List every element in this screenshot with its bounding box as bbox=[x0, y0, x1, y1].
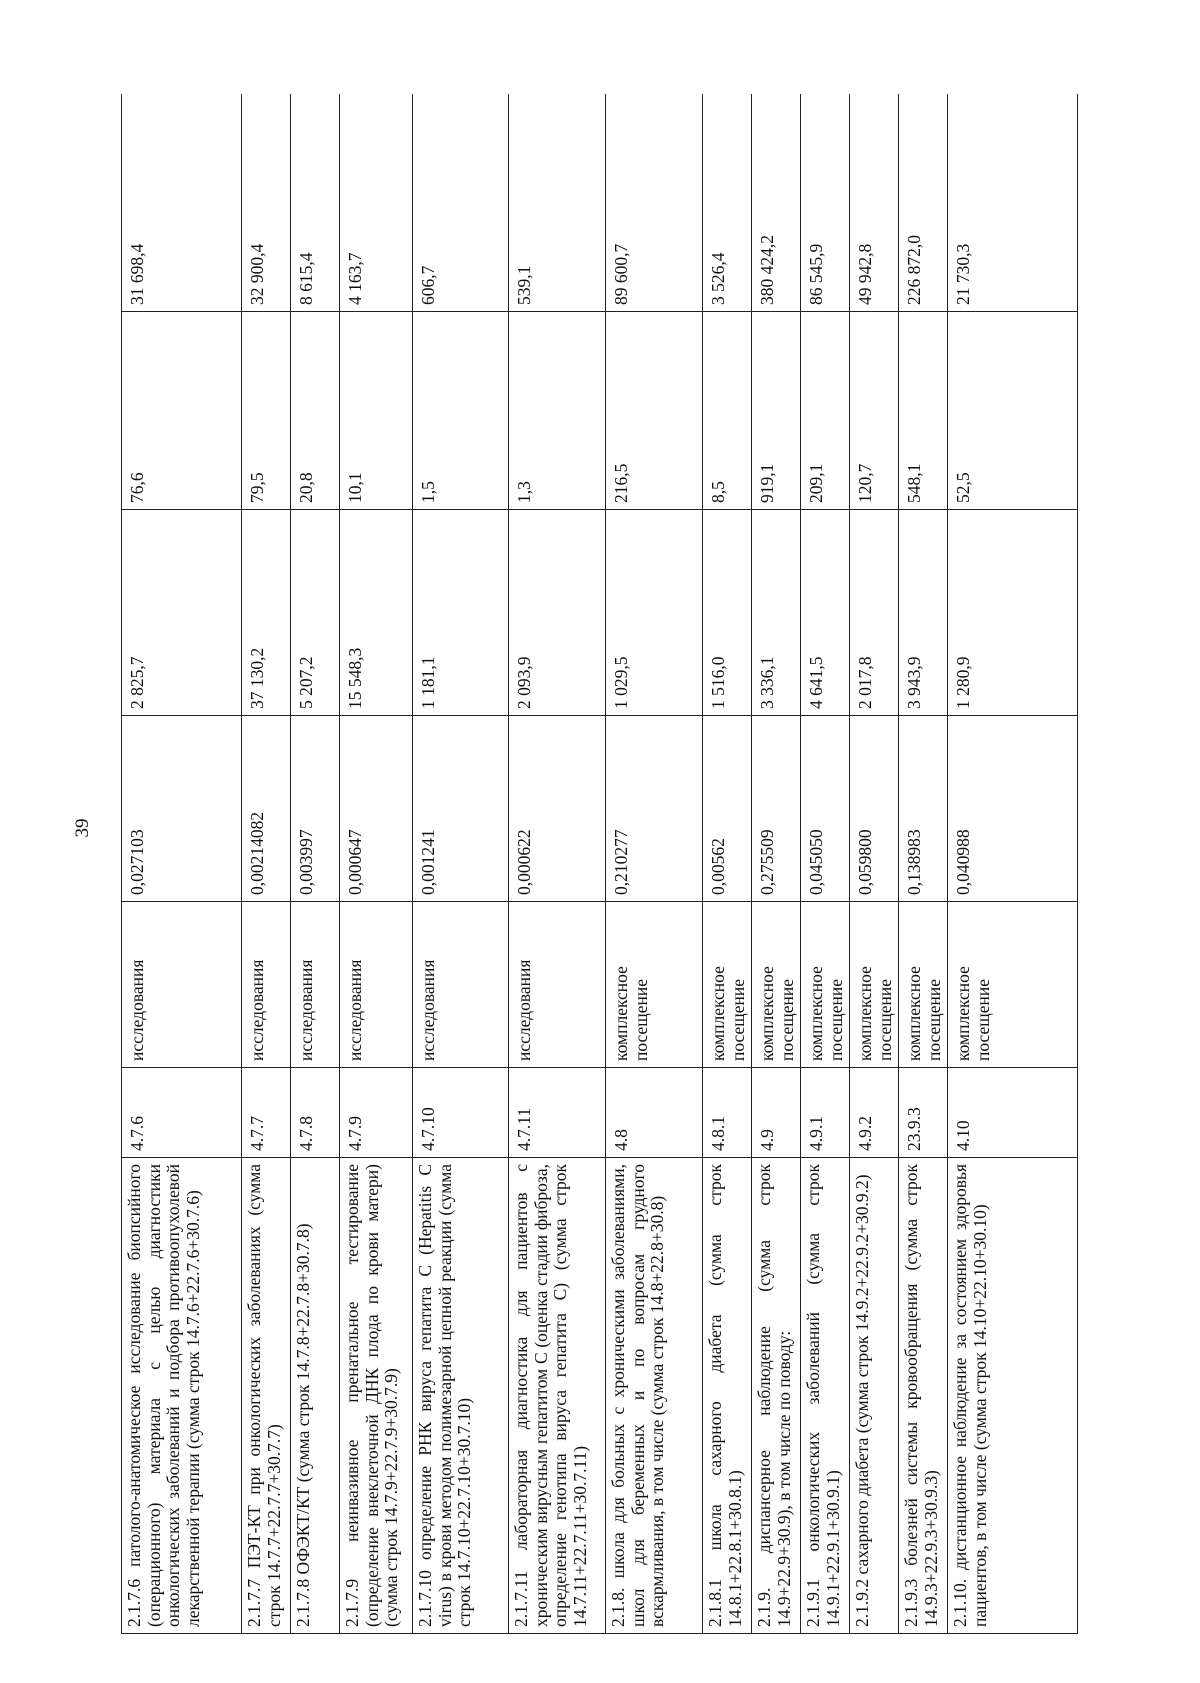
table-row bbox=[850, 94, 899, 1634]
row-code: 4.7.8 bbox=[291, 1068, 340, 1158]
row-total: 539,1 bbox=[509, 94, 606, 312]
row-total: 32 900,4 bbox=[242, 94, 291, 312]
row-unit: исследования bbox=[509, 902, 606, 1068]
row-name: 2.1.9.3 болезней системы кровообращения (сумма строк 14.9.3+22.9.3+30.9.3) bbox=[899, 1158, 948, 1634]
row-cost: 37 130,2 bbox=[242, 510, 291, 716]
row-cost: 1 181,1 bbox=[413, 510, 509, 716]
row-per-capita: 919,1 bbox=[752, 312, 801, 510]
row-name: 2.1.9. диспансерное наблюдение (сумма строк 14.9+22.9+30.9), в том числе по поводу: bbox=[752, 1158, 801, 1634]
row-per-capita: 120,7 bbox=[850, 312, 899, 510]
table-row bbox=[242, 94, 291, 1634]
row-per-capita: 76,6 bbox=[122, 312, 242, 510]
row-norm: 0,210277 bbox=[606, 716, 703, 902]
row-cost: 3 336,1 bbox=[752, 510, 801, 716]
row-total: 380 424,2 bbox=[752, 94, 801, 312]
table-row bbox=[413, 94, 509, 1634]
row-code: 4.9.2 bbox=[850, 1068, 899, 1158]
row-per-capita: 216,5 bbox=[606, 312, 703, 510]
row-cost: 2 093,9 bbox=[509, 510, 606, 716]
row-name: 2.1.9.2 сахарного диабета (сумма строк 14.9.2+22.9.2+30.9.2) bbox=[850, 1158, 899, 1634]
row-code: 4.8.1 bbox=[703, 1068, 752, 1158]
row-unit: комплексное посещение bbox=[703, 902, 752, 1068]
row-name: 2.1.8.1 школа сахарного диабета (сумма строк 14.8.1+22.8.1+30.8.1) bbox=[703, 1158, 752, 1634]
row-norm: 0,00562 bbox=[703, 716, 752, 902]
rotated-table-wrapper bbox=[121, 94, 1078, 1634]
row-cost: 15 548,3 bbox=[340, 510, 413, 716]
row-code: 4.10 bbox=[948, 1068, 1078, 1158]
row-code: 23.9.3 bbox=[899, 1068, 948, 1158]
row-norm: 0,003997 bbox=[291, 716, 340, 902]
data-table bbox=[121, 94, 1078, 1634]
row-total: 226 872,0 bbox=[899, 94, 948, 312]
row-cost: 2 017,8 bbox=[850, 510, 899, 716]
row-norm: 0,027103 bbox=[122, 716, 242, 902]
table-row bbox=[291, 94, 340, 1634]
row-code: 4.7.6 bbox=[122, 1068, 242, 1158]
row-total: 3 526,4 bbox=[703, 94, 752, 312]
table-row bbox=[606, 94, 703, 1634]
row-name: 2.1.7.10 определение РНК вируса гепатита С (Hepatitis C virus) в крови методом полимезарной цепной реакции (сумма строк 14.7.10+22.7.10+30.7.10) bbox=[413, 1158, 509, 1634]
row-total: 8 615,4 bbox=[291, 94, 340, 312]
row-unit: комплексное посещение bbox=[850, 902, 899, 1068]
table-row bbox=[752, 94, 801, 1634]
row-cost: 1 029,5 bbox=[606, 510, 703, 716]
row-unit: комплексное посещение bbox=[752, 902, 801, 1068]
row-per-capita: 20,8 bbox=[291, 312, 340, 510]
row-unit: исследования bbox=[242, 902, 291, 1068]
row-unit: исследования bbox=[413, 902, 509, 1068]
table-row bbox=[899, 94, 948, 1634]
row-norm: 0,001241 bbox=[413, 716, 509, 902]
row-name: 2.1.10. дистанционное наблюдение за состоянием здоровья пациентов, в том числе (сумма строк 14.10+22.10+30.10) bbox=[948, 1158, 1078, 1634]
row-norm: 0,000622 bbox=[509, 716, 606, 902]
row-per-capita: 1,3 bbox=[509, 312, 606, 510]
row-per-capita: 52,5 bbox=[948, 312, 1078, 510]
table-row bbox=[340, 94, 413, 1634]
row-norm: 0,275509 bbox=[752, 716, 801, 902]
table-row bbox=[509, 94, 606, 1634]
row-total: 4 163,7 bbox=[340, 94, 413, 312]
row-cost: 5 207,2 bbox=[291, 510, 340, 716]
row-code: 4.9 bbox=[752, 1068, 801, 1158]
row-unit: комплексное посещение bbox=[899, 902, 948, 1068]
row-norm: 0,045050 bbox=[801, 716, 850, 902]
row-code: 4.7.10 bbox=[413, 1068, 509, 1158]
row-total: 86 545,9 bbox=[801, 94, 850, 312]
row-unit: исследования bbox=[340, 902, 413, 1068]
row-unit: исследования bbox=[291, 902, 340, 1068]
row-name: 2.1.8. школа для больных с хроническими заболеваниями, школ для беременных и по вопросам грудного вскармливания, в том числе (сумма строк 14.8+22.8+30.8) bbox=[606, 1158, 703, 1634]
table-row bbox=[122, 94, 242, 1634]
row-code: 4.7.11 bbox=[509, 1068, 606, 1158]
row-cost: 2 825,7 bbox=[122, 510, 242, 716]
row-per-capita: 1,5 bbox=[413, 312, 509, 510]
row-name: 2.1.7.9 неинвазивное пренатальное тестирование (определение внеклеточной ДНК плода по крови матери) (сумма строк 14.7.9+22.7.9+30.7.9) bbox=[340, 1158, 413, 1634]
row-per-capita: 548,1 bbox=[899, 312, 948, 510]
row-total: 606,7 bbox=[413, 94, 509, 312]
row-unit: комплексное посещение bbox=[801, 902, 850, 1068]
row-code: 4.9.1 bbox=[801, 1068, 850, 1158]
table-container bbox=[121, 94, 1078, 1634]
row-per-capita: 8,5 bbox=[703, 312, 752, 510]
row-name: 2.1.7.7 ПЭТ-КТ при онкологических заболеваниях (сумма строк 14.7.7+22.7.7+30.7.7) bbox=[242, 1158, 291, 1634]
row-total: 49 942,8 bbox=[850, 94, 899, 312]
row-per-capita: 209,1 bbox=[801, 312, 850, 510]
table-row bbox=[801, 94, 850, 1634]
row-unit: исследования bbox=[122, 902, 242, 1068]
row-norm: 0,0021408​2 bbox=[242, 716, 291, 902]
row-name: 2.1.9.1 онкологических заболеваний (сумма строк 14.9.1+22.9.1+30.9.1) bbox=[801, 1158, 850, 1634]
row-cost: 1 280,9 bbox=[948, 510, 1078, 716]
row-code: 4.8 bbox=[606, 1068, 703, 1158]
row-code: 4.7.9 bbox=[340, 1068, 413, 1158]
row-per-capita: 79,5 bbox=[242, 312, 291, 510]
page-number: 39 bbox=[72, 818, 93, 838]
table-row bbox=[703, 94, 752, 1634]
row-per-capita: 10,1 bbox=[340, 312, 413, 510]
row-cost: 3 943,9 bbox=[899, 510, 948, 716]
row-norm: 0,138983 bbox=[899, 716, 948, 902]
row-norm: 0,040988 bbox=[948, 716, 1078, 902]
row-name: 2.1.7.11 лабораторная диагностика для пациентов с хроническим вирусным гепатитом С (оценка стадии фиброза, определение генотипа вируса гепатита С) (сумма строк 14.7.11+22.7.11+30.7.11) bbox=[509, 1158, 606, 1634]
table-row bbox=[948, 94, 1078, 1634]
row-name: 2.1.7.8 ОФЭКТ/КТ (сумма строк 14.7.8+22.7.8+30.7.8) bbox=[291, 1158, 340, 1634]
row-total: 21 730,3 bbox=[948, 94, 1078, 312]
row-unit: комплексное посещение bbox=[606, 902, 703, 1068]
row-total: 31 698,4 bbox=[122, 94, 242, 312]
row-norm: 0,000647 bbox=[340, 716, 413, 902]
row-cost: 4 641,5 bbox=[801, 510, 850, 716]
row-total: 89 600,7 bbox=[606, 94, 703, 312]
row-code: 4.7.7 bbox=[242, 1068, 291, 1158]
row-cost: 1 516,0 bbox=[703, 510, 752, 716]
row-unit: комплексное посещение bbox=[948, 902, 1078, 1068]
row-norm: 0,059800 bbox=[850, 716, 899, 902]
row-name: 2.1.7.6 патолого-анатомическое исследование биопсийного (операционного) материала с целью диагностики онкологических заболеваний и подбора противоопухолевой лекарственной терапии (сумма строк 14.7.6+22.7.6+30.7.6) bbox=[122, 1158, 242, 1634]
